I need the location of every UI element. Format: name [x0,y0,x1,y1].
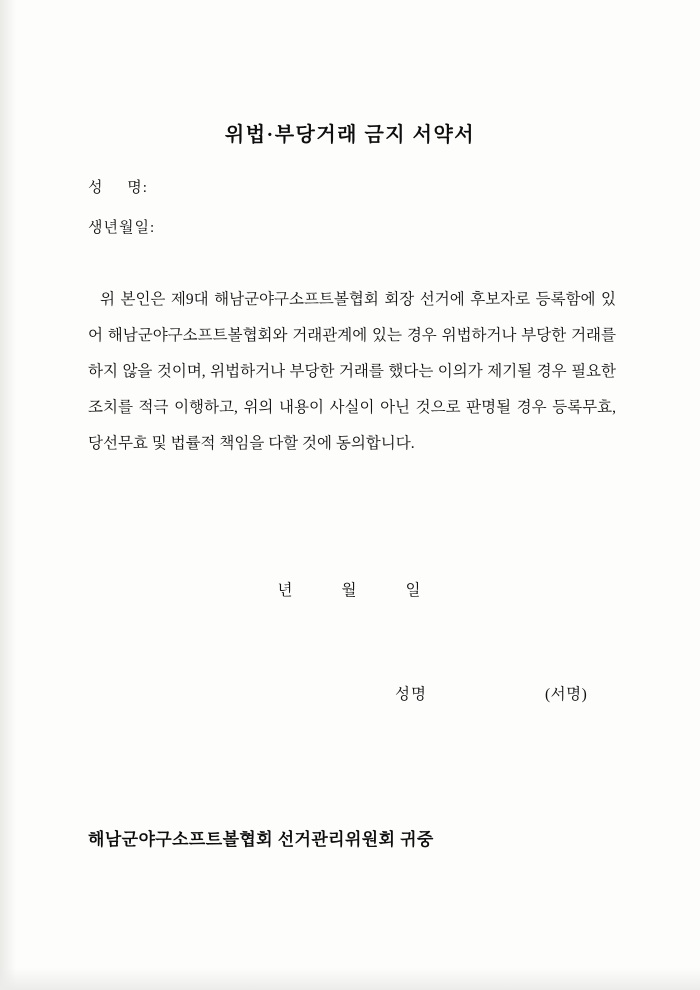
field-label-name: 성 명: [88,180,148,196]
body-text-block [88,282,616,462]
scan-edge-left [0,0,16,990]
footer-organization: 해남군야구소프트볼협회 선거관리위원회 귀중 [88,830,434,849]
body-paragraph: 위 본인은 제9대 해남군야구소프트볼협회 회장 선거에 후보자로 등록함에 있어 해남군야구소프트볼협회와 거래관계에 있는 경우 위법하거나 부당한 거래를 하지 않을 것이며, 위법하거나 부당한 거래를 했다는 이의가 제기될 경우 필요한 조치를 적극 이행하고, 위의 내용이 사실이 아닌 것으로 판명될 경우 등록무효, 당선무효 및 법률적 책임을 다할 것에 동의합니다. [88,291,616,452]
scan-edge-bottom [0,968,700,990]
signature-mark-label: (서명) [545,686,588,703]
signature-name-label: 성명 [395,686,427,703]
page-title: 위법·부당거래 금지 서약서 [224,124,476,146]
date-line: 년 월 일 [277,582,423,599]
field-label-birthdate: 생년월일: [88,220,156,236]
